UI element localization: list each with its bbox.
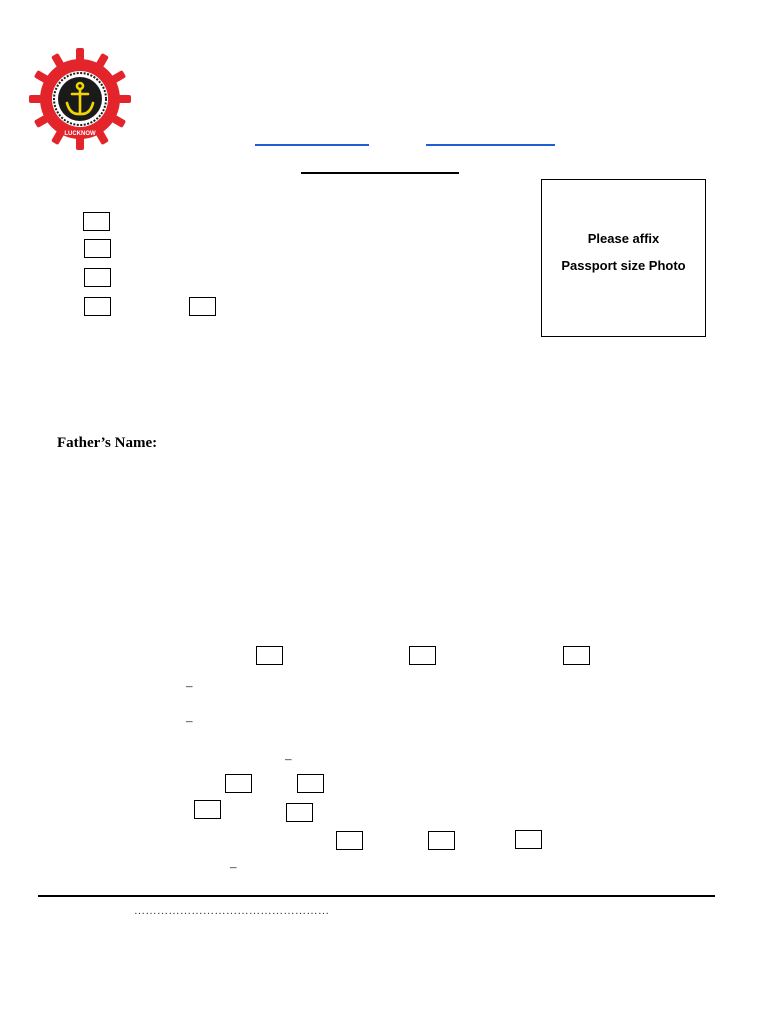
checkbox-15[interactable] (515, 830, 542, 849)
institute-logo (27, 48, 133, 150)
checkbox-12[interactable] (286, 803, 313, 822)
checkbox-14[interactable] (428, 831, 455, 850)
checkbox-7[interactable] (409, 646, 436, 665)
fathers-name-label: Father’s Name: (57, 435, 158, 451)
signature-dotted-line: …………………………………………… (134, 905, 330, 917)
checkbox-10[interactable] (297, 774, 324, 793)
dash-mark-2: – (186, 713, 193, 728)
logo-bottom-text: LUCKNOW (64, 131, 96, 137)
checkbox-13[interactable] (336, 831, 363, 850)
logo-emblem (27, 48, 133, 150)
checkbox-3[interactable] (84, 268, 111, 287)
footer-divider (38, 895, 715, 897)
link-underline-1[interactable] (255, 144, 369, 146)
checkbox-6[interactable] (256, 646, 283, 665)
photo-instruction-line2: Passport size Photo (561, 258, 686, 273)
checkbox-1[interactable] (83, 212, 110, 231)
checkbox-2[interactable] (84, 239, 111, 258)
dash-mark-3: – (285, 751, 292, 766)
photo-instruction-line1: Please affix (587, 231, 660, 246)
link-underline-2[interactable] (426, 144, 555, 146)
dash-mark-4: – (230, 859, 237, 874)
checkbox-11[interactable] (194, 800, 221, 819)
dash-mark-1: – (186, 678, 193, 693)
checkbox-5[interactable] (189, 297, 216, 316)
checkbox-4[interactable] (84, 297, 111, 316)
photo-placeholder (541, 179, 706, 337)
checkbox-9[interactable] (225, 774, 252, 793)
checkbox-8[interactable] (563, 646, 590, 665)
title-underline (301, 172, 459, 174)
